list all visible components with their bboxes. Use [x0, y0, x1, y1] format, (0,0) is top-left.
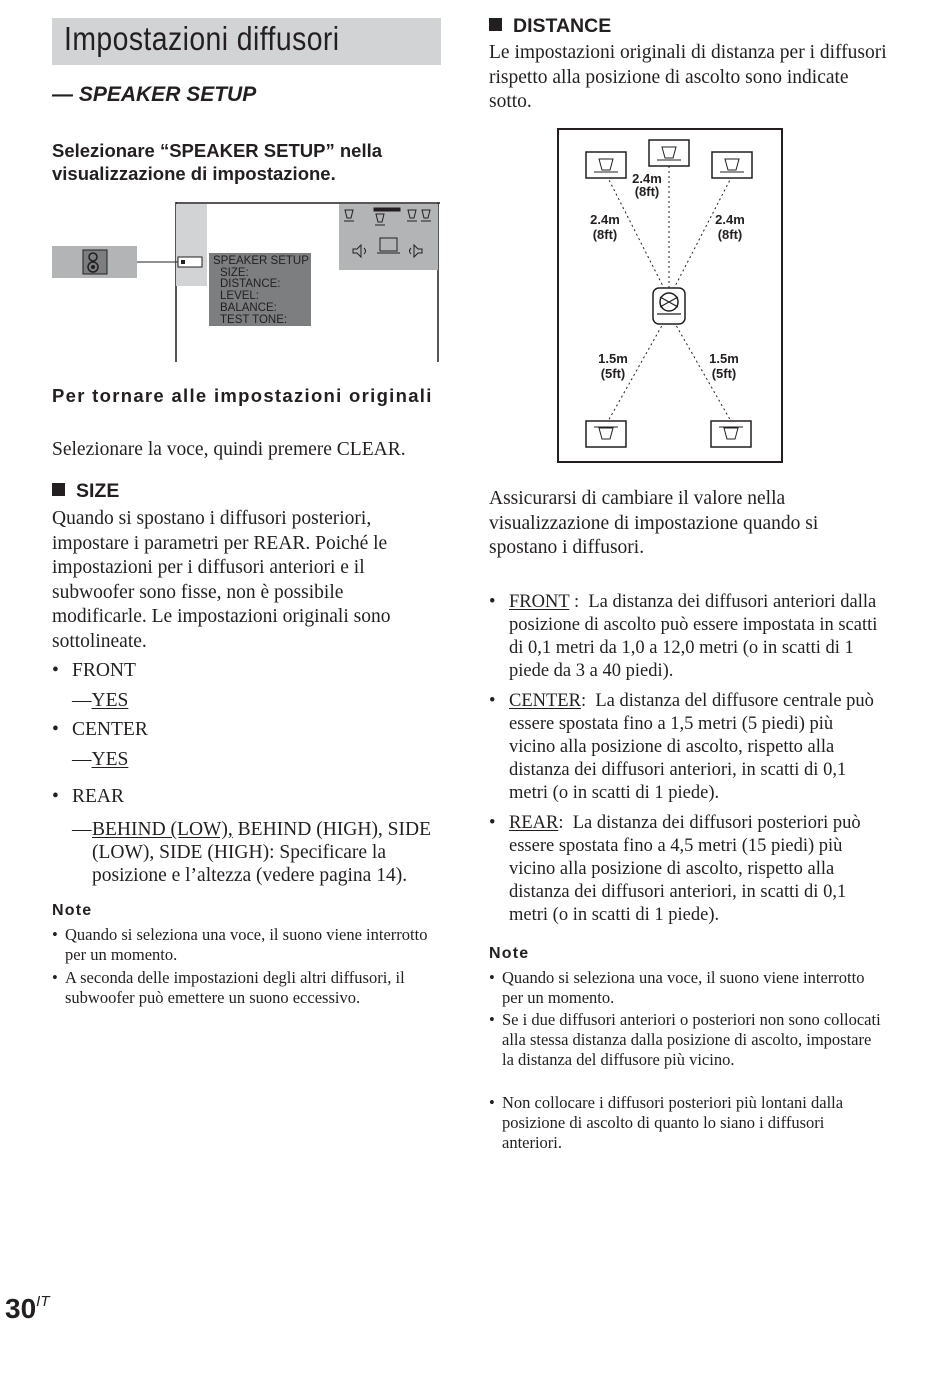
distance-after-text: Assicurarsi di cambiare il valore nella visualizzazione di impostazione quando si spostano i diffusori.	[489, 488, 819, 559]
page-title-box	[52, 18, 441, 65]
menu-item-distance: DISTANCE:	[220, 278, 281, 290]
distance-note-2: • Se i due diffusori anteriori o posteriori non sono collocati alla stessa distanza dalla posizione di ascolto, impostare la distanza del diffusore più vicino.	[489, 1010, 881, 1069]
size-item-rear: • REAR	[52, 786, 125, 807]
distance-note-heading: Note	[489, 945, 530, 962]
rear-right-speaker-icon	[711, 421, 751, 447]
menu-item-level: LEVEL:	[220, 290, 259, 302]
size-body: Quando si spostano i diffusori posteriori, impostare i parametri per REAR. Poiché le impostazioni per i diffusori anteriori e il subwoofer sono fisse, non è possibile modificarle. Le impostazioni originali sono sottolineate.	[52, 508, 391, 652]
distance-item-rear: • REAR: La distanza dei diffusori posteriori può essere spostata fino a 4,5 metri (15 piedi) più vicino alla posizione di ascolto, rispetto alla distanza dei diffusori anteriori, in scatti di 0,1 metri (o in scatti di 1 piede).	[489, 813, 861, 925]
size-heading: SIZE	[52, 480, 119, 503]
center-distance-ft: (8ft)	[634, 184, 660, 199]
page-title: Impostazioni diffusori	[64, 20, 340, 57]
front-right-distance-ft: (8ft)	[717, 227, 743, 242]
setup-screen-diagram	[52, 202, 442, 364]
rear-left-distance-ft: (5ft)	[600, 366, 626, 381]
size-item-front: • FRONT	[52, 660, 136, 681]
instruction-text: Selezionare “SPEAKER SETUP” nella visualizzazione di impostazione.	[52, 140, 383, 184]
size-note-2: • A seconda delle impostazioni degli altri diffusori, il subwoofer può emettere un suono eccessivo.	[52, 968, 405, 1007]
rear-right-distance-m: 1.5m	[709, 351, 739, 366]
distance-body: Le impostazioni originali di distanza per i diffusori rispetto alla posizione di ascolto sono indicate sotto.	[489, 42, 887, 113]
rear-right-distance-ft: (5ft)	[711, 366, 737, 381]
rear-left-speaker-icon	[586, 421, 626, 447]
distance-note-3: • Non collocare i diffusori posteriori più lontani dalla posizione di ascolto di quanto lo siano i diffusori anteriori.	[489, 1093, 844, 1152]
distance-heading: DISTANCE	[489, 15, 611, 38]
speaker-setup-icon	[83, 250, 107, 274]
section-square-icon	[52, 483, 65, 496]
speaker-distance-diagram	[557, 128, 783, 463]
size-item-front-value: —YES	[72, 690, 129, 711]
page-subtitle: — SPEAKER SETUP	[52, 83, 257, 106]
menu-item-test-tone: TEST TONE:	[220, 314, 288, 326]
listener-icon	[653, 288, 685, 324]
front-right-speaker-icon	[712, 152, 752, 178]
center-speaker-icon	[649, 140, 689, 166]
size-item-center: • CENTER	[52, 719, 148, 740]
front-left-distance-m: 2.4m	[590, 212, 620, 227]
rear-left-distance-m: 1.5m	[598, 351, 628, 366]
distance-item-front: • FRONT : La distanza dei diffusori anteriori dalla posizione di ascolto può essere impostata in scatti di 0,1 metri da 1,0 a 12,0 metri (o in scatti di 1 piede da 3 a 40 piedi).	[489, 592, 878, 681]
distance-note-1: • Quando si seleziona una voce, il suono viene interrotto per un momento.	[489, 968, 865, 1007]
menu-item-balance: BALANCE:	[220, 302, 277, 314]
menu-item-speaker-setup: SPEAKER SETUP	[213, 255, 309, 267]
distance-item-center: • CENTER: La distanza del diffusore centrale può essere spostata fino a 1,5 metri (5 piedi) più vicino alla posizione di ascolto, rispetto alla distanza dei diffusori anteriori, in scatti di 0,1 metri (o in scatti di 1 piede).	[489, 691, 874, 803]
front-right-distance-m: 2.4m	[715, 212, 745, 227]
front-left-distance-ft: (8ft)	[592, 227, 618, 242]
size-item-center-value: —YES	[72, 749, 129, 770]
center-distance-m: 2.4m	[632, 171, 662, 186]
size-item-rear-value: — BEHIND (LOW), BEHIND (HIGH), SIDE (LOW), SIDE (HIGH): Specificare la posizione e l’altezza (vedere pagina 14).	[72, 819, 432, 886]
reset-text: Selezionare la voce, quindi premere CLEAR.	[52, 439, 406, 460]
front-left-speaker-icon	[586, 152, 626, 178]
size-note-heading: Note	[52, 902, 93, 919]
section-square-icon	[489, 18, 502, 31]
reset-heading: Per tornare alle impostazioni originali	[52, 385, 433, 406]
size-note-1: • Quando si seleziona una voce, il suono viene interrotto per un momento.	[52, 925, 428, 964]
page-number: $30^{IT}$	[5, 1293, 50, 1324]
menu-item-size: SIZE:	[220, 267, 249, 279]
